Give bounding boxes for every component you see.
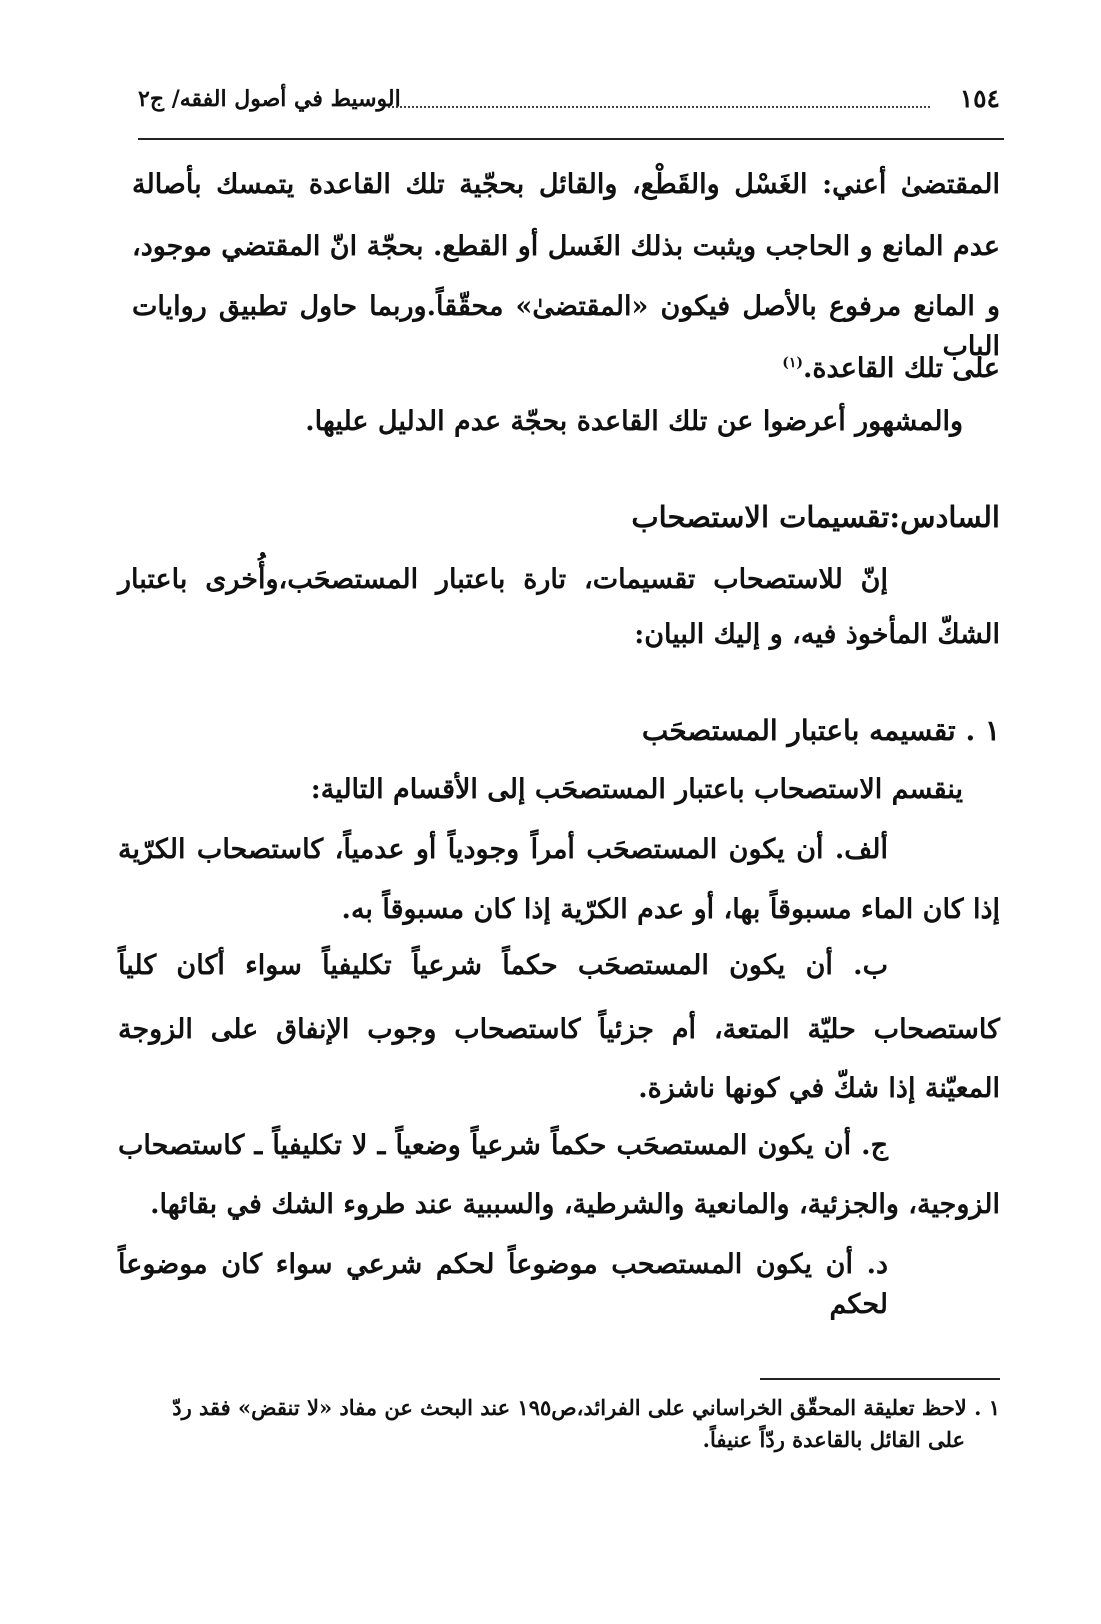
body-line: د. أن يكون المستصحب موضوعاً لحكم شرعي سواء كان موضوعاً لحكم [118,1249,888,1320]
header-rule [138,138,1004,140]
body-text: على تلك القاعدة. [802,353,1000,384]
body-line: المعيّنة إذا شكّ في كونها ناشزة. [638,1073,1000,1104]
footnote-separator [760,1378,1000,1380]
body-line: المقتضىٰ أعني: الغَسْل والقَطْع، والقائل بحجّية تلك القاعدة يتمسك بأصالة [132,169,1000,200]
body-line: و المانع مرفوع بالأصل فيكون «المقتضىٰ» محقّقاً.وربما حاول تطبيق روايات الباب [132,291,1000,362]
subsection-heading: ١ . تقسيمه باعتبار المستصحَب [641,714,1000,747]
body-line [782,343,1000,389]
body-line: الزوجية، والجزئية، والمانعية والشرطية، والسببية عند طروء الشك في بقائها. [150,1189,1000,1220]
page-header [138,78,1000,118]
body-line: ب. أن يكون المستصحَب حكماً شرعياً تكليفياً سواء أكان كلياً [118,950,888,981]
footnote-reference: (١) [782,355,803,371]
page-number: ١٥٤ [959,84,1000,113]
body-line: ألف. أن يكون المستصحَب أمراً وجودياً أو عدمياً، كاستصحاب الكرّية [118,834,888,865]
body-line: عدم المانع و الحاجب ويثبت بذلك الغَسل أو القطع. بحجّة انّ المقتضي موجود، [132,231,1000,262]
header-dot-leader [388,106,930,108]
body-line: ينقسم الاستصحاب باعتبار المستصحَب إلى الأقسام التالية: [310,774,963,805]
body-line: إذا كان الماء مسبوقاً بها، أو عدم الكرّية إذا كان مسبوقاً به. [341,894,1000,925]
body-line: إنّ للاستصحاب تقسيمات، تارة باعتبار المستصحَب،وأُخرى باعتبار [118,564,888,595]
body-line: ج. أن يكون المستصحَب حكماً شرعياً وضعياً ـ لا تكليفياً ـ كاستصحاب [118,1130,888,1161]
running-title: الوسيط في أصول الفقه/ ج٢ [138,86,401,112]
body-line: الشكّ المأخوذ فيه، و إليك البيان: [634,619,1000,650]
body-line: والمشهور أعرضوا عن تلك القاعدة بحجّة عدم الدليل عليها. [305,406,963,437]
footnote-line: على القائل بالقاعدة ردّاً عنيفاً. [702,1427,965,1452]
body-line: كاستصحاب حليّة المتعة، أم جزئياً كاستصحاب وجوب الإنفاق على الزوجة [118,1014,1000,1045]
footnote-line: ١ . لاحظ تعليقة المحقّق الخراساني على الفرائد،ص١٩٥ عند البحث عن مفاد «لا تنقض» فقد ردّ [172,1395,1000,1420]
section-heading: السادس:تقسيمات الاستصحاب [631,500,1000,534]
